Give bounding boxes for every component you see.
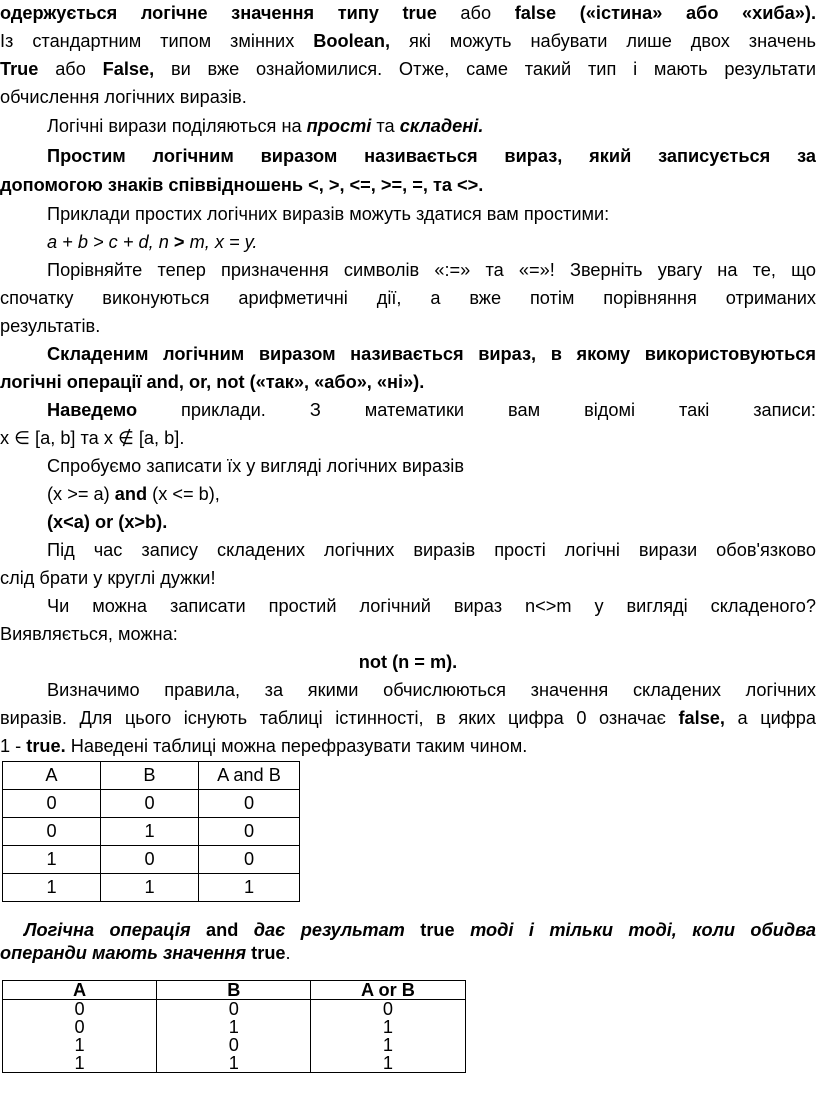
table-header: A or B [311, 981, 465, 1000]
definition-compound: Складеним логічним виразом називається вираз, в якому використовуються [47, 344, 816, 364]
rule-line: операнди мають значення true. [0, 943, 291, 963]
table-cell: 1 [311, 1018, 465, 1036]
table-cell: 1 [311, 1036, 465, 1054]
table-empty-cell [465, 981, 814, 1000]
table-row [3, 818, 300, 846]
table-cell: 1 [3, 846, 101, 874]
text-line: Наведемо приклади. З математики вам відомі такі записи: [47, 400, 816, 420]
formula-line: a + b > c + d, n > m, x = y. [47, 232, 258, 252]
table-row [3, 1018, 815, 1036]
truth-table-or [2, 980, 814, 1073]
text-line: Порівняйте тепер призначення символів «:=» та «=»! Зверніть увагу на те, що [47, 260, 816, 280]
text-line: Із стандартним типом змінних Boolean, які можуть набувати лише двох значень [0, 31, 816, 51]
table-cell: 1 [311, 1054, 465, 1073]
table-row [3, 1036, 815, 1054]
table-cell: 1 [3, 1054, 157, 1073]
table-row [3, 1000, 815, 1019]
text-line: виразів. Для цього існують таблиці істинності, в яких цифра 0 означає false, а цифра [0, 708, 816, 728]
text-line: Приклади простих логічних виразів можуть здатися вам простими: [47, 204, 610, 224]
table-cell: 0 [157, 1036, 311, 1054]
text-line: (x >= a) and (x <= b), [47, 484, 220, 504]
table-cell: 1 [3, 874, 101, 902]
table-cell: 0 [3, 1018, 157, 1036]
text-line: x ∈ [a, b] та x ∉ [a, b]. [0, 428, 185, 448]
table-header: A and B [199, 762, 300, 790]
table-cell: 0 [101, 846, 199, 874]
text-line: допомогою знаків співвідношень <, >, <=, >=, =, та <>. [0, 175, 484, 195]
table-cell: 1 [101, 874, 199, 902]
text-line: (x<a) or (x>b). [47, 512, 168, 532]
table-row [3, 846, 300, 874]
text-line: спочатку виконуються арифметичні дії, а вже потім порівняння отриманих [0, 288, 816, 308]
table-cell: 0 [199, 818, 300, 846]
definition-simple: Простим логічним виразом називається вираз, який записується за [47, 146, 816, 166]
table-header-row [3, 762, 300, 790]
table-cell: 0 [157, 1000, 311, 1019]
table-row [3, 1054, 815, 1073]
table-cell: 1 [101, 818, 199, 846]
table-cell: 1 [157, 1054, 311, 1073]
table-header: A [3, 762, 101, 790]
table-header: B [101, 762, 199, 790]
text-line: логічні операції and, or, not («так», «або», «ні»). [0, 372, 425, 392]
table-cell: 0 [311, 1000, 465, 1019]
text-line: 1 - true. Наведені таблиці можна перефразувати таким чином. [0, 736, 528, 756]
table-header: B [157, 981, 311, 1000]
table-empty-cell [465, 1036, 814, 1054]
rule-line: Логічна операція and дає результат true тоді і тільки тоді, коли обидва [24, 920, 816, 940]
text-line: результатів. [0, 316, 101, 336]
text-line: Під час запису складених логічних виразів прості логічні вирази обов'язково [47, 540, 816, 560]
table-empty-cell [465, 1054, 814, 1073]
table-cell: 0 [3, 790, 101, 818]
text-line: Чи можна записати простий логічний вираз n<>m у вигляді складеного? [47, 596, 816, 616]
text-line: одержується логічне значення типу true або false («істина» або «хиба»). [0, 3, 816, 23]
table-cell: 0 [3, 818, 101, 846]
text-line: True або False, ви вже ознайомилися. Отже, саме такий тип і мають результати [0, 59, 816, 79]
table-cell: 1 [3, 1036, 157, 1054]
text-line: обчислення логічних виразів. [0, 87, 247, 107]
formula-line: not (n = m). [358, 652, 458, 672]
text-line: Спробуємо записати їх у вигляді логічних виразів [47, 456, 464, 476]
table-cell: 0 [199, 846, 300, 874]
table-cell: 1 [157, 1018, 311, 1036]
table-cell: 0 [101, 790, 199, 818]
table-empty-cell [465, 1018, 814, 1036]
table-cell: 1 [199, 874, 300, 902]
text-line: Визначимо правила, за якими обчислюються значення складених логічних [47, 680, 816, 700]
table-cell: 0 [3, 1000, 157, 1019]
table-cell: 0 [199, 790, 300, 818]
table-row [3, 874, 300, 902]
table-row [3, 790, 300, 818]
table-header-row [3, 981, 815, 1000]
truth-table-and [2, 761, 300, 902]
table-empty-cell [465, 1000, 814, 1019]
text-line: Логічні вирази поділяються на прості та складені. [47, 116, 484, 136]
text-line: Виявляється, можна: [0, 624, 178, 644]
text-line: слід брати у круглі дужки! [0, 568, 216, 588]
table-header: A [3, 981, 157, 1000]
